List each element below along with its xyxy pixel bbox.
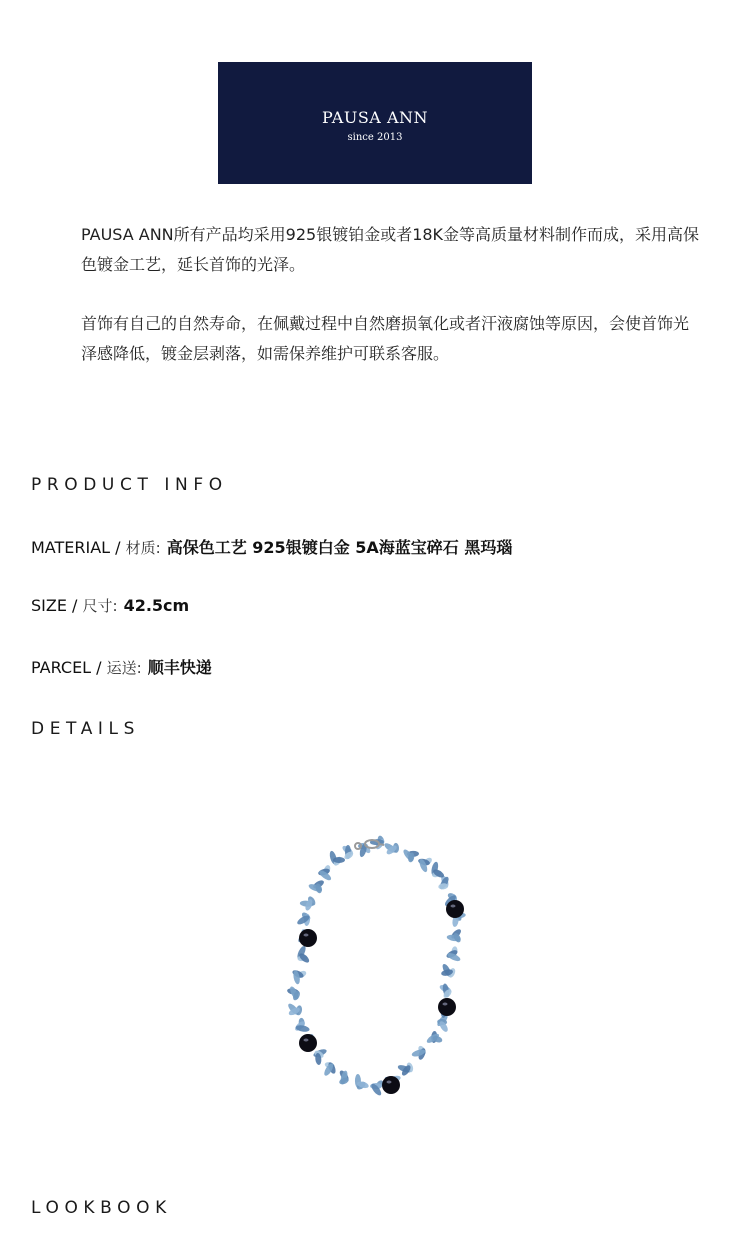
onyx-bead-highlight [451, 905, 456, 908]
spec-parcel-value: 顺丰快递 [147, 658, 212, 677]
details-heading: DETAILS [31, 719, 141, 739]
onyx-bead [299, 929, 317, 947]
spec-size [31, 595, 189, 616]
product-info-heading: PRODUCT INFO [31, 475, 228, 495]
aquamarine-chips [287, 835, 467, 1097]
onyx-bead [299, 1034, 317, 1052]
spec-size-key-cn: 尺寸: [82, 597, 118, 615]
spec-material-key-en: MATERIAL / [31, 538, 126, 557]
lookbook-heading: LOOKBOOK [31, 1198, 172, 1218]
onyx-bead [446, 900, 464, 918]
spec-parcel-key-cn: 运送: [106, 659, 142, 677]
onyx-bead [438, 998, 456, 1016]
spec-size-value: 42.5cm [123, 596, 190, 615]
onyx-bead-highlight [443, 1003, 448, 1006]
aquamarine-chip [333, 857, 345, 863]
onyx-bead-highlight [387, 1081, 392, 1084]
onyx-bead-highlight [304, 934, 309, 937]
spec-material-value: 高保色工艺 925银镀白金 5A海蓝宝碎石 黑玛瑙 [166, 538, 513, 557]
spec-size-key-en: SIZE / [31, 596, 83, 615]
brand-name: PAUSA ANN [322, 108, 428, 127]
necklace-photo [280, 830, 470, 1105]
necklace-image [280, 830, 470, 1105]
spec-material-key-cn: 材质: [125, 539, 161, 557]
brand-since: since 2013 [347, 132, 403, 143]
brand-logo [218, 62, 532, 184]
onyx-beads [299, 900, 464, 1094]
intro-paragraph-care: 首饰有自己的自然寿命，在佩戴过程中自然磨损氧化或者汗液腐蚀等原因，会使首饰光泽感降低，镀金层剥落，如需保养维护可联系客服。 [81, 314, 690, 363]
onyx-bead-highlight [304, 1039, 309, 1042]
spec-parcel [31, 655, 212, 678]
spec-material [31, 535, 512, 558]
onyx-bead [382, 1076, 400, 1094]
spec-parcel-key-en: PARCEL / [31, 658, 107, 677]
intro-paragraph-materials: PAUSA ANN所有产品均采用925银镀铂金或者18K金等高质量材料制作而成，采用高保色镀金工艺，延长首饰的光泽。 [81, 225, 700, 274]
